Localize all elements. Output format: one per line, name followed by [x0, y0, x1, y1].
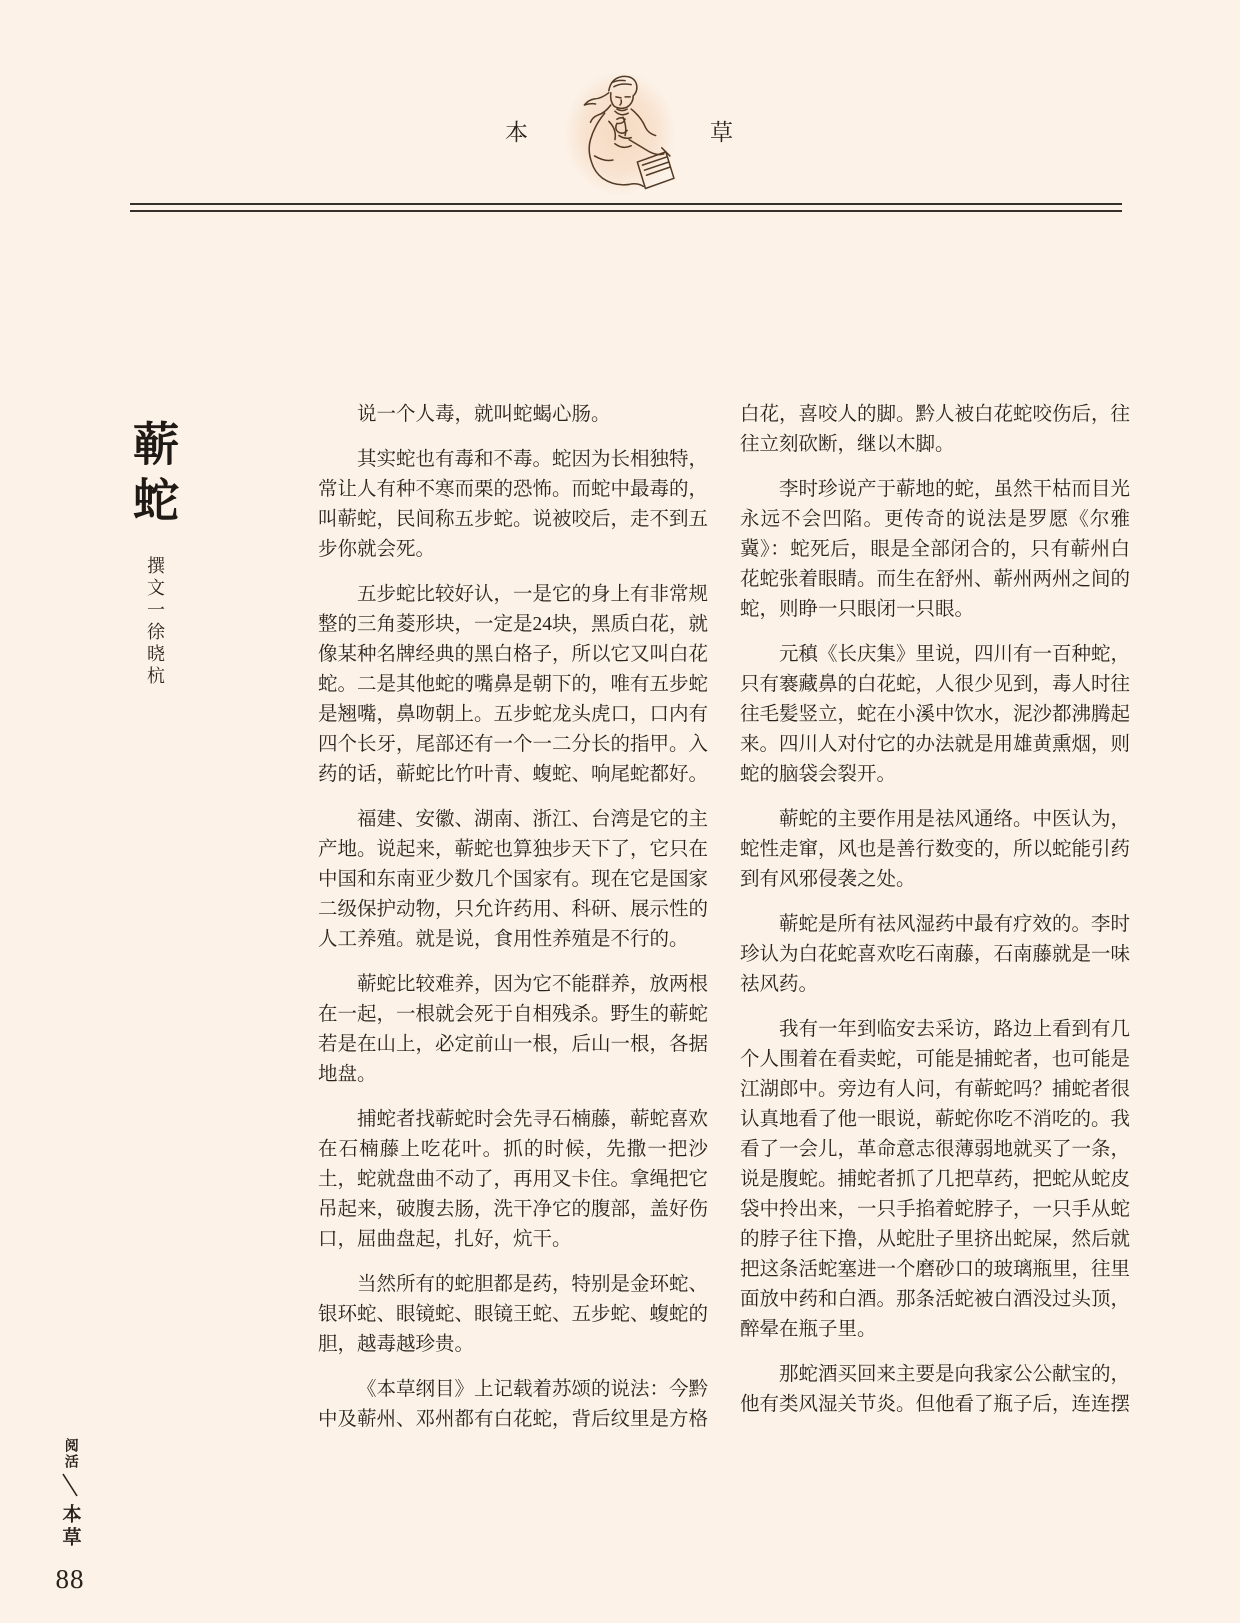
footer-magazine-label: 阅活 — [62, 1438, 78, 1470]
article-byline: 撰文一徐晓杭 — [145, 556, 165, 688]
body-paragraph: 白花，喜咬人的脚。黔人被白花蛇咬伤后，往往立刻砍断，继以木脚。 — [740, 404, 1131, 455]
article-title: 蕲蛇 — [127, 420, 178, 532]
body-paragraph: 那蛇酒买回来主要是向我家公公献宝的，他有类风湿关节炎。但他看了瓶子后，连连摆 — [740, 1364, 1131, 1415]
body-paragraph: 《本草纲目》上记载着苏颂的说法：今黔中及蕲州、邓州都有白花蛇，背后纹里是方格 — [318, 1379, 709, 1430]
page-number: 88 — [55, 1564, 85, 1594]
body-column-right — [740, 400, 1130, 1435]
body-paragraph: 捕蛇者找蕲蛇时会先寻石楠藤，蕲蛇喜欢在石楠藤上吃花叶。抓的时候，先撒一把沙土，蛇就盘曲不动了，再用叉卡住。拿绳把它吊起来，破腹去肠，洗干净它的腹部，盖好伤口，屈曲盘起，扎好，炕干。 — [318, 1109, 709, 1250]
header-left-char: 本 — [505, 119, 530, 145]
body-paragraph: 蕲蛇是所有祛风湿药中最有疗效的。李时珍认为白花蛇喜欢吃石南藤，石南藤就是一味祛风药。 — [740, 914, 1131, 995]
body-paragraph: 元稹《长庆集》里说，四川有一百种蛇，只有褰藏鼻的白花蛇，人很少见到，毒人时往往毛髪竖立，蛇在小溪中饮水，泥沙都沸腾起来。四川人对付它的办法就是用雄黄熏烟，则蛇的脑袋会裂开。 — [740, 644, 1131, 785]
body-paragraph: 其实蛇也有毒和不毒。蛇因为长相独特，常让人有种不寒而栗的恐怖。而蛇中最毒的，叫蕲蛇，民间称五步蛇。说被咬后，走不到五步你就会死。 — [318, 449, 709, 560]
header-double-rule — [130, 203, 1122, 212]
body-paragraph: 李时珍说产于蕲地的蛇，虽然干枯而目光永远不会凹陷。更传奇的说法是罗愿《尔雅冀》：蛇死后，眼是全部闭合的，只有蕲州白花蛇张着眼睛。而生在舒州、蕲州两州之间的蛇，则睁一只眼闭一只眼。 — [740, 479, 1131, 620]
body-paragraph: 蕲蛇比较难养，因为它不能群养，放两根在一起，一根就会死于自相残杀。野生的蕲蛇若是在山上，必定前山一根，后山一根，各据地盘。 — [318, 974, 709, 1085]
page-header — [0, 68, 1240, 196]
body-paragraph: 蕲蛇的主要作用是祛风通络。中医认为，蛇性走窜，风也是善行数变的，所以蛇能引药到有风邪侵袭之处。 — [740, 809, 1131, 890]
body-paragraph: 我有一年到临安去采访，路边上看到有几个人围着在看卖蛇，可能是捕蛇者，也可能是江湖郎中。旁边有人问，有蕲蛇吗？捕蛇者很认真地看了他一眼说，蕲蛇你吃不消吃的。我看了一会儿，革命意志很薄弱地就买了一条，说是腹蛇。捕蛇者抓了几把草药，把蛇从蛇皮袋中拎出来，一只手掐着蛇脖子，一只手从蛇的脖子往下撸，从蛇肚子里挤出蛇屎，然后就把这条活蛇塞进一个磨砂口的玻璃瓶里，往里面放中药和白酒。那条活蛇被白酒没过头顶，醉晕在瓶子里。 — [740, 1019, 1131, 1340]
body-paragraph: 当然所有的蛇胆都是药，特别是金环蛇、银环蛇、眼镜蛇、眼镜王蛇、五步蛇、蝮蛇的胆，越毒越珍贵。 — [318, 1274, 709, 1355]
diagonal-slash-icon — [60, 1472, 80, 1503]
body-column-left — [318, 400, 708, 1450]
header-right-char: 草 — [710, 119, 735, 145]
body-paragraph: 五步蛇比较好认，一是它的身上有非常规整的三角菱形块，一定是24块，黑质白花，就像某种名牌经典的黑白格子，所以它又叫白花蛇。二是其他蛇的嘴鼻是朝下的，唯有五步蛇是翘嘴，鼻吻朝上。五步蛇龙头虎口，口内有四个长牙，尾部还有一个一二分长的指甲。入药的话，蕲蛇比竹叶青、蝮蛇、响尾蛇都好。 — [318, 584, 709, 785]
footer-section-label: 本草 — [59, 1504, 81, 1550]
body-paragraph: 说一个人毒，就叫蛇蝎心肠。 — [357, 404, 611, 425]
page-footer — [50, 1438, 90, 1595]
body-paragraph: 福建、安徽、湖南、浙江、台湾是它的主产地。说起来，蕲蛇也算独步天下了，它只在中国和东南亚少数几个国家有。现在它是国家二级保护动物，只允许药用、科研、展示性的人工养殖。就是说，食用性养殖是不行的。 — [318, 809, 709, 950]
scholar-illustration-icon — [564, 68, 676, 196]
